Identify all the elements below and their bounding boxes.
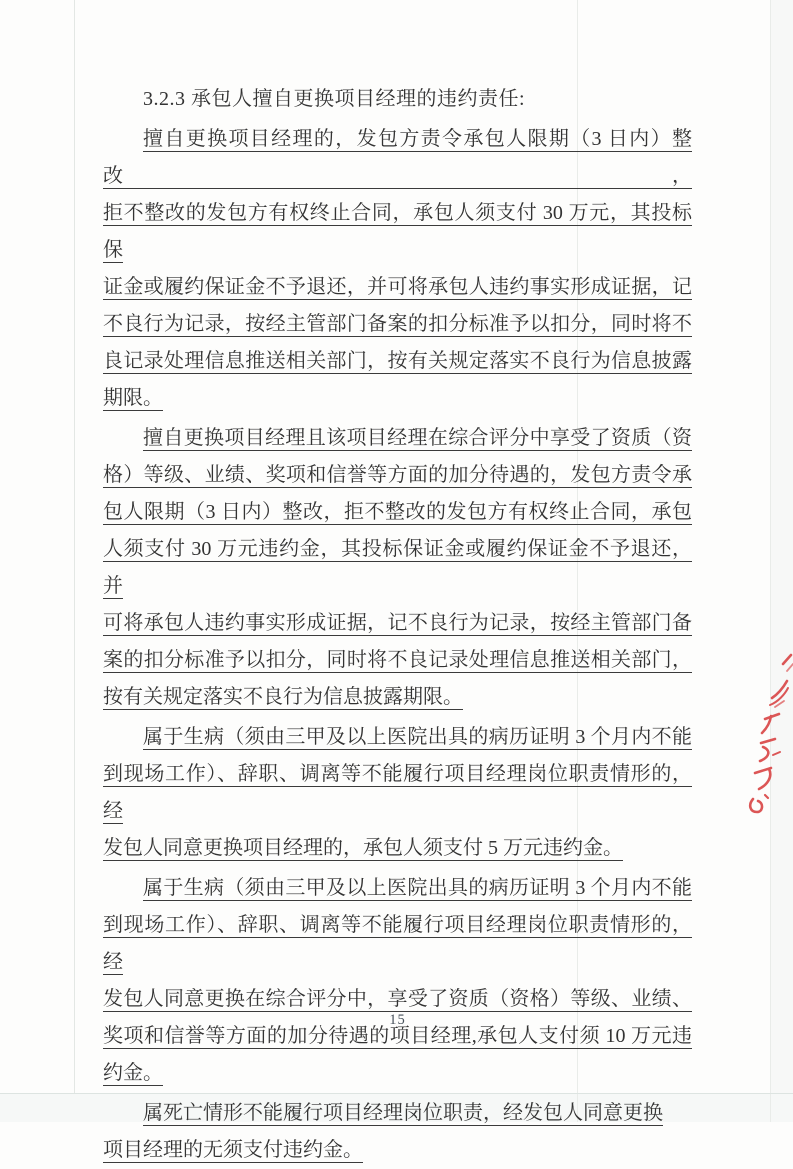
text-line: 到现场工作）、辞职、调离等不能履行项目经理岗位职责情形的，经 (103, 914, 692, 973)
text-line: 按有关规定落实不良行为信息披露期限。 (103, 686, 463, 708)
section-heading: 3.2.3 承包人擅自更换项目经理的违约责任: (143, 88, 526, 110)
page-number: 15 (389, 1012, 406, 1028)
paragraph-3 (103, 719, 692, 867)
text-line: 格）等级、业绩、奖项和信誉等方面的加分待遇的，发包方责令承 (103, 464, 692, 486)
text-line: 期限。 (103, 387, 163, 409)
text-line: 到现场工作）、辞职、调离等不能履行项目经理岗位职责情形的，经 (103, 763, 692, 822)
text-line: 人须支付 30 万元违约金，其投标保证金或履约保证金不予退还，并 (103, 538, 692, 597)
text-line: 发包人同意更换项目经理的，承包人须支付 5 万元违约金。 (103, 837, 623, 859)
scan-fold-line-left (74, 0, 75, 1093)
text-line: 项目经理的无须支付违约金。 (103, 1139, 363, 1161)
text-line: 奖项和信誉等方面的加分待遇的项目经理,承包人支付须 10 万元违 (103, 1025, 692, 1047)
paragraph-5 (103, 1095, 692, 1169)
text-line: 属死亡情形不能履行项目经理岗位职责，经发包人同意更换 (143, 1102, 663, 1124)
scanner-background-right (771, 0, 793, 1122)
text-line: 证金或履约保证金不予退还，并可将承包人违约事实形成证据，记 (103, 276, 692, 298)
red-ink-mark (745, 650, 793, 815)
text-line: 案的扣分标准予以扣分，同时将不良记录处理信息推送相关部门， (103, 649, 692, 671)
document-body (103, 80, 692, 1169)
text-line: 不良行为记录，按经主管部门备案的扣分标准予以扣分，同时将不 (103, 313, 692, 335)
text-line: 属于生病（须由三甲及以上医院出具的病历证明 3 个月内不能 (143, 877, 692, 899)
paragraph-4 (103, 870, 692, 1092)
paragraph-2 (103, 420, 692, 716)
text-line: 发包人同意更换在综合评分中，享受了资质（资格）等级、业绩、 (103, 988, 692, 1010)
text-line: 拒不整改的发包方有权终止合同，承包人须支付 30 万元，其投标保 (103, 202, 692, 261)
text-line: 包人限期（3 日内）整改，拒不整改的发包方有权终止合同，承包 (103, 501, 692, 523)
page-right-edge-line (770, 0, 771, 1122)
text-line: 属于生病（须由三甲及以上医院出具的病历证明 3 个月内不能 (143, 726, 692, 748)
paragraph-1 (103, 121, 692, 417)
text-line: 良记录处理信息推送相关部门，按有关规定落实不良行为信息披露 (103, 350, 692, 372)
text-line: 约金。 (103, 1062, 163, 1084)
text-line: 擅自更换项目经理且该项目经理在综合评分中享受了资质（资 (143, 427, 692, 449)
text-line: 擅自更换项目经理的，发包方责令承包人限期（3 日内）整改， (103, 128, 692, 187)
text-line: 可将承包人违约事实形成证据，记不良行为记录，按经主管部门备 (103, 612, 692, 634)
